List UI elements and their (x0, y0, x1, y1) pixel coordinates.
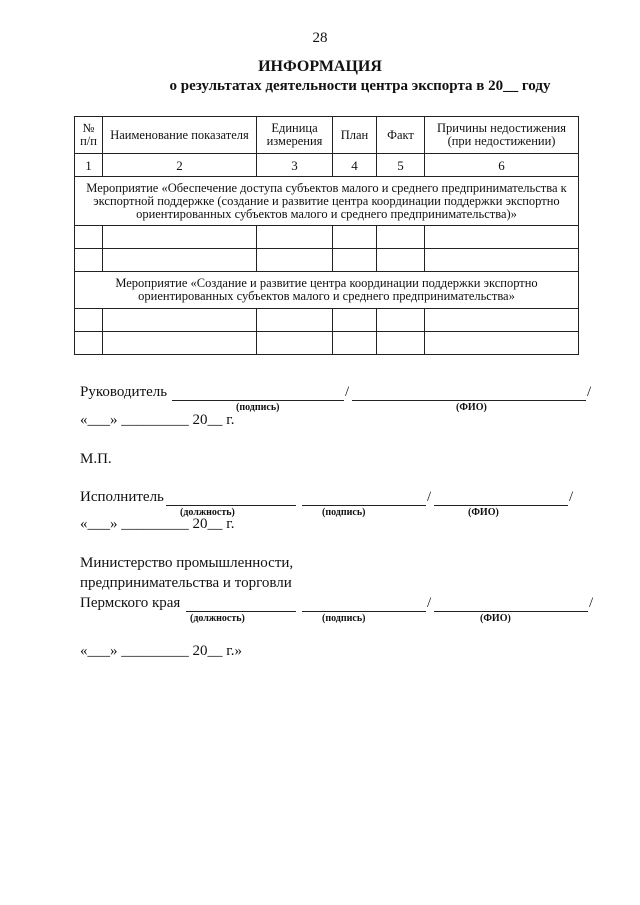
header-reasons: Причины недостижения (при недостижении) (425, 117, 579, 154)
ministry-dolzhnost-caption: (должность) (190, 613, 245, 624)
ministry-signature-line (302, 611, 426, 612)
table-row (75, 309, 579, 332)
section-row-2 (75, 272, 579, 309)
header-plan: План (333, 117, 377, 154)
ministry-slash-1: / (427, 595, 432, 611)
ministry-position-line (186, 611, 296, 612)
table-header-row (75, 117, 579, 154)
executor-date-line: «___» _________ 20__ г. (80, 516, 235, 532)
executor-signature-line (302, 505, 426, 506)
ministry-line-2: предпринимательства и торговли (80, 575, 292, 591)
ministry-fio-line (434, 611, 588, 612)
executor-position-line (166, 505, 296, 506)
colnum-5: 5 (377, 154, 425, 177)
head-fio-caption: (ФИО) (456, 402, 487, 413)
table-row (75, 249, 579, 272)
head-date-line: «___» _________ 20__ г. (80, 412, 235, 428)
table-row (75, 332, 579, 355)
section-1-text: Мероприятие «Обеспечение доступа субъектов малого и среднего предпринимательства к экспортной поддержке (создание и развитие центра координации поддержки экспортно ориентированных субъектов малого и среднего предпринимательства)» (75, 177, 579, 226)
column-number-row (75, 154, 579, 177)
executor-fio-line (434, 505, 568, 506)
head-slash-2: / (587, 384, 592, 400)
table-row (75, 226, 579, 249)
document-title: ИНФОРМАЦИЯ (258, 58, 382, 75)
results-table (74, 116, 579, 355)
page-number: 28 (312, 30, 328, 46)
section-row-1 (75, 177, 579, 226)
colnum-1: 1 (75, 154, 103, 177)
ministry-line-3: Пермского края (80, 595, 181, 611)
head-signature-line (172, 400, 344, 401)
executor-slash-2: / (569, 489, 574, 505)
document-subtitle: о результатах деятельности центра экспорта в 20__ году (169, 78, 551, 94)
ministry-podpis-caption: (подпись) (322, 613, 366, 624)
executor-dolzhnost-caption: (должность) (180, 507, 235, 518)
executor-slash-1: / (427, 489, 432, 505)
header-fact: Факт (377, 117, 425, 154)
final-date-line: «___» _________ 20__ г.» (80, 643, 242, 659)
ministry-line-1: Министерство промышленности, (80, 555, 294, 571)
executor-fio-caption: (ФИО) (468, 507, 499, 518)
section-2-text: Мероприятие «Создание и развитие центра координации поддержки экспортно ориентированных субъектов малого и среднего предпринимательства» (75, 272, 579, 309)
colnum-2: 2 (103, 154, 257, 177)
executor-label: Исполнитель (80, 489, 164, 505)
head-fio-line (352, 400, 586, 401)
colnum-6: 6 (425, 154, 579, 177)
colnum-4: 4 (333, 154, 377, 177)
stamp-label: М.П. (80, 451, 112, 467)
head-slash-1: / (345, 384, 350, 400)
header-num: № п/п (75, 117, 103, 154)
ministry-slash-2: / (589, 595, 594, 611)
header-unit: Единица измерения (257, 117, 333, 154)
head-podpis-caption: (подпись) (236, 402, 280, 413)
executor-podpis-caption: (подпись) (322, 507, 366, 518)
ministry-fio-caption: (ФИО) (480, 613, 511, 624)
colnum-3: 3 (257, 154, 333, 177)
head-label: Руководитель (80, 384, 168, 400)
header-indicator: Наименование показателя (103, 117, 257, 154)
